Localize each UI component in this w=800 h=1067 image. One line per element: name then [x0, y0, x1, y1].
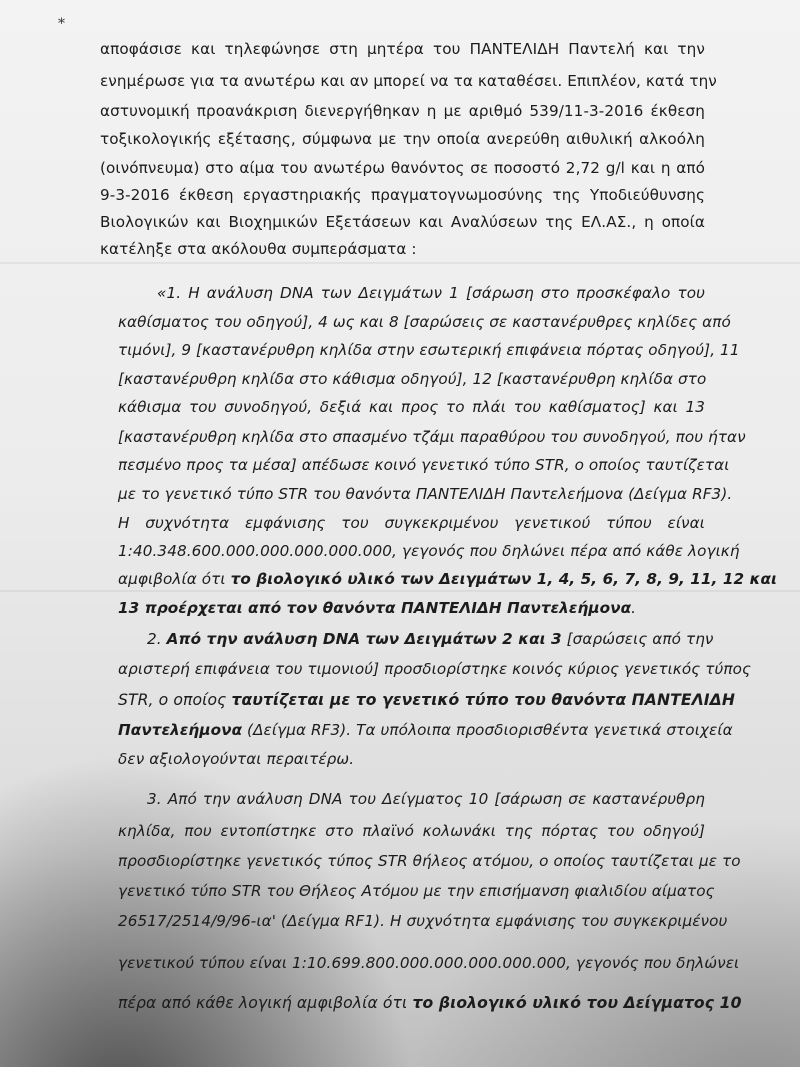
item-emphasis: Από την ανάλυση DNA των Δειγμάτων 2 και 3 [166, 630, 562, 648]
quote-line [118, 599, 636, 617]
body-line: αποφάσισε και τηλεφώνησε στη μητέρα του ΠΑΝΤΕΛΙΔΗ Παντελή και την [100, 40, 705, 58]
quote-line: 1:40.348.600.000.000.000.000.000, γεγονός που δηλώνει πέρα από κάθε λογική [118, 542, 740, 560]
document-body [100, 0, 778, 1067]
item-line [118, 994, 742, 1012]
quote-line: [καστανέρυθρη κηλίδα στο σπασμένο τζάμι παραθύρου του συνοδηγού, που ήταν [118, 428, 746, 446]
item-emphasis: το βιολογικό υλικό του Δείγματος 10 [412, 994, 742, 1012]
quote-text: . [631, 599, 637, 617]
body-line: αστυνομική προανάκριση διενεργήθηκαν η με αριθμό 539/11-3-2016 έκθεση [100, 102, 705, 120]
item-line: αριστερή επιφάνεια του τιμονιού] προσδιορίστηκε κοινός κύριος γενετικός τύπος [118, 660, 751, 678]
item-text: [σαρώσεις από την [566, 630, 714, 648]
quote-line: πεσμένο προς τα μέσα] απέδωσε κοινό γενετικό τύπο STR, ο οποίος ταυτίζεται [118, 456, 730, 474]
body-line: (οινόπνευμα) στο αίμα του ανωτέρω θανόντος σε ποσοστό 2,72 g/l και η από [100, 159, 705, 177]
quote-line: κάθισμα του συνοδηγού, δεξιά και προς το πλάι του καθίσματος] και 13 [118, 398, 705, 416]
item-text: (Δείγμα RF3). Τα υπόλοιπα προσδιορισθέντα γενετικά στοιχεία [247, 721, 733, 739]
item-text: πέρα από κάθε λογική αμφιβολία ότι [118, 994, 408, 1012]
quote-line [118, 570, 778, 588]
item-number: 2. [147, 630, 162, 648]
corner-mark: * [58, 16, 65, 32]
item-line: δεν αξιολογούνται περαιτέρω. [118, 750, 355, 768]
body-line: ενημέρωσε για τα ανωτέρω και αν μπορεί να τα καταθέσει. Επιπλέον, κατά την [100, 72, 717, 90]
body-line: κατέληξε στα ακόλουθα συμπεράσματα : [100, 240, 417, 258]
quote-text: αμφιβολία ότι [118, 570, 226, 588]
item-line: 26517/2514/9/96-ια' (Δείγμα RF1). Η συχνότητα εμφάνισης του συγκεκριμένου [118, 912, 728, 930]
quote-emphasis: 13 προέρχεται από τον θανόντα ΠΑΝΤΕΛΙΔΗ Παντελεήμονα [118, 599, 632, 617]
item-emphasis: Παντελεήμονα [118, 721, 243, 739]
body-line: τοξικολογικής εξέτασης, σύμφωνα με την οποία ανερεύθη αιθυλική αλκοόλη [100, 130, 705, 148]
quote-line: τιμόνι], 9 [καστανέρυθρη κηλίδα στην εσωτερική επιφάνεια πόρτας οδηγού], 11 [118, 341, 740, 359]
body-line: 9-3-2016 έκθεση εργαστηριακής πραγματογνωμοσύνης της Υποδιεύθυνσης [100, 186, 705, 204]
item-line [118, 721, 733, 739]
quote-line: [καστανέρυθρη κηλίδα στο κάθισμα οδηγού], 12 [καστανέρυθρη κηλίδα στο [118, 370, 707, 388]
item-line: γενετικού τύπου είναι 1:10.699.800.000.000.000.000.000, γεγονός που δηλώνει [118, 954, 740, 972]
item-text: STR, ο οποίος [118, 691, 227, 709]
item-line: προσδιορίστηκε γενετικός τύπος STR θήλεος ατόμου, ο οποίος ταυτίζεται με το [118, 852, 741, 870]
quote-line: Η συχνότητα εμφάνισης του συγκεκριμένου γενετικού τύπου είναι [118, 514, 705, 532]
body-line: Βιολογικών και Βιοχημικών Εξετάσεων και Αναλύσεων της ΕΛ.ΑΣ., η οποία [100, 213, 705, 231]
quote-line: με το γενετικό τύπο STR του θανόντα ΠΑΝΤΕΛΙΔΗ Παντελεήμονα (Δείγμα RF3). [118, 485, 733, 503]
quote-line: καθίσματος του οδηγού], 4 ως και 8 [σαρώσεις σε καστανέρυθρες κηλίδες από [118, 313, 731, 331]
item-line: κηλίδα, που εντοπίστηκε στο πλαϊνό κολωνάκι της πόρτας του οδηγού] [118, 822, 705, 840]
item-line: 3. Από την ανάλυση DNA του Δείγματος 10 [σάρωση σε καστανέρυθρη [147, 790, 705, 808]
quote-emphasis: το βιολογικό υλικό των Δειγμάτων 1, 4, 5, 6, 7, 8, 9, 11, 12 και [230, 570, 778, 588]
item-emphasis: ταυτίζεται με το γενετικό τύπο του θανόντα ΠΑΝΤΕΛΙΔΗ [231, 691, 736, 709]
quote-line: «1. Η ανάλυση DNA των Δειγμάτων 1 [σάρωση στο προσκέφαλο του [157, 284, 705, 302]
item-line [147, 630, 714, 648]
item-line [118, 691, 736, 709]
item-line: γενετικό τύπο STR του Θήλεος Ατόμου με την επισήμανση φιαλιδίου αίματος [118, 882, 715, 900]
